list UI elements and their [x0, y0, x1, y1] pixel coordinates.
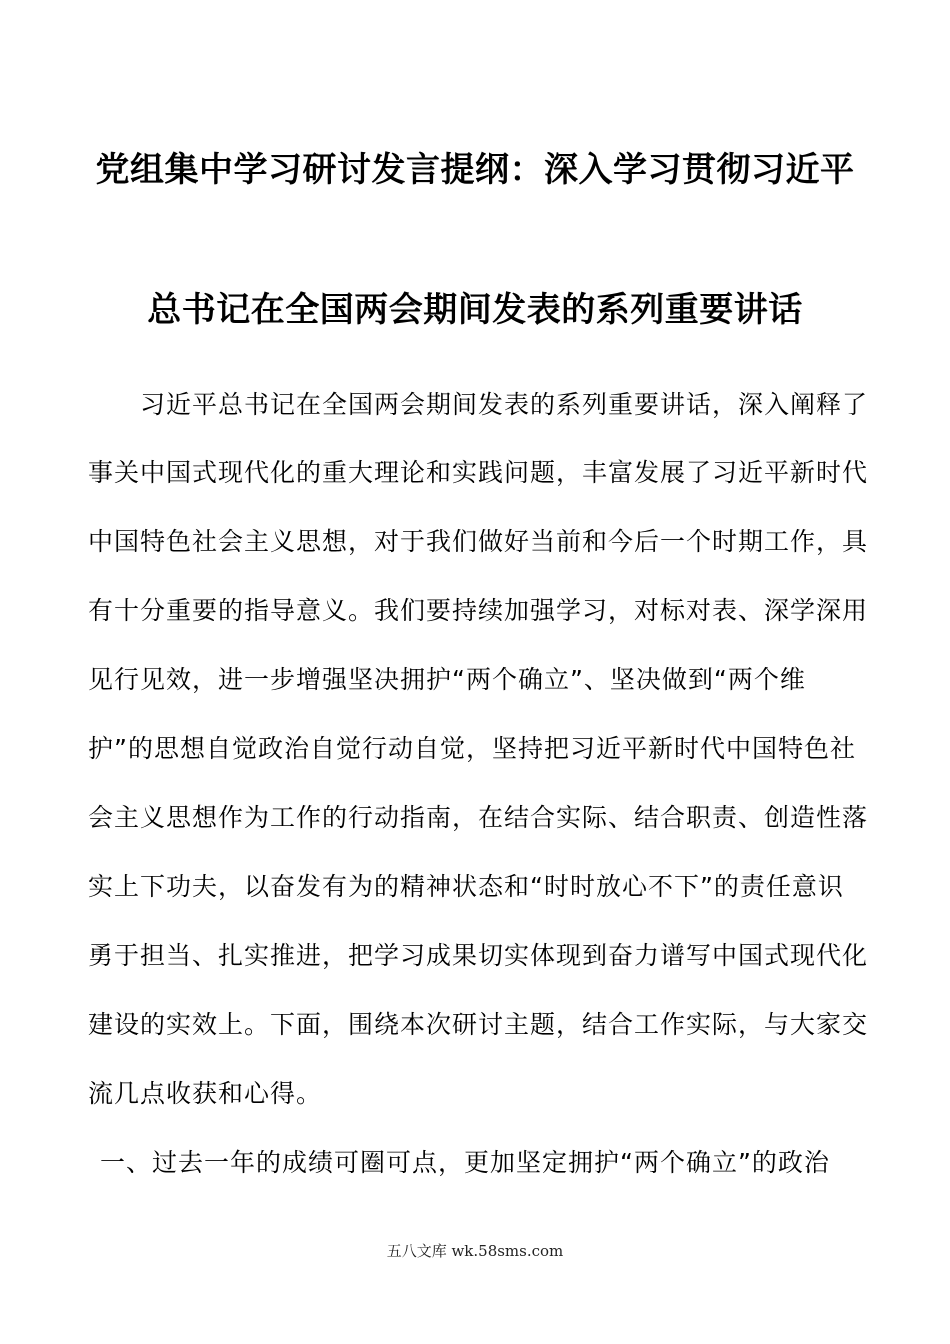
- document-title-line-2: 总书记在全国两会期间发表的系列重要讲话: [147, 290, 803, 330]
- paragraph-line: 护”的思想自觉政治自觉行动自觉，坚持把习近平新时代中国特色社: [88, 734, 856, 763]
- paragraph-line: 实上下功夫，以奋发有为的精神状态和“时时放心不下”的责任意识: [88, 872, 844, 901]
- section-heading-line: 一、过去一年的成绩可圈可点，更加坚定拥护“两个确立”的政治: [100, 1148, 830, 1177]
- paragraph-line: 建设的实效上。下面，围绕本次研讨主题，结合工作实际，与大家交: [88, 1010, 869, 1039]
- document-title-line-1: 党组集中学习研讨发言提纲：深入学习贯彻习近平: [95, 150, 855, 190]
- paragraph-line: 会主义思想作为工作的行动指南，在结合实际、结合职责、创造性落: [88, 803, 869, 832]
- paragraph-line: 中国特色社会主义思想，对于我们做好当前和今后一个时期工作，具: [88, 527, 869, 556]
- paragraph-line: 勇于担当、扎实推进，把学习成果切实体现到奋力谱写中国式现代化: [88, 941, 869, 970]
- paragraph-line: 流几点收获和心得。: [88, 1079, 323, 1108]
- paragraph-line: 事关中国式现代化的重大理论和实践问题，丰富发展了习近平新时代: [88, 458, 869, 487]
- paragraph-line: 习近平总书记在全国两会期间发表的系列重要讲话，深入阐释了: [140, 390, 869, 419]
- paragraph-line: 见行见效，进一步增强坚决拥护“两个确立”、坚决做到“两个维: [88, 665, 806, 694]
- paragraph-line: 有十分重要的指导意义。我们要持续加强学习，对标对表、深学深用: [88, 596, 869, 625]
- page-footer: 五八文库 wk.58sms.com: [386, 1242, 564, 1260]
